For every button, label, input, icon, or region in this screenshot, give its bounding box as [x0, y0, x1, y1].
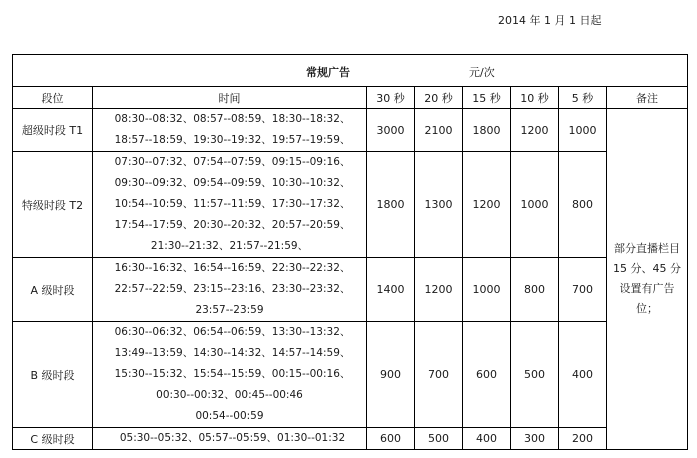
remark-line: 位； [636, 302, 658, 315]
header-15s: 15 秒 [463, 87, 511, 109]
price-10s: 1000 [511, 152, 559, 258]
time-slots [93, 428, 367, 450]
price-20s: 1200 [415, 258, 463, 322]
price-unit: 元/次 [469, 66, 495, 79]
price-30s: 1400 [367, 258, 415, 322]
table-row [13, 428, 688, 450]
remark-line: 设置有广告 [619, 282, 675, 295]
time-line: 17:54--17:59、20:30--20:32、20:57--20:59、 [114, 219, 351, 231]
table-title-row [13, 55, 688, 87]
price-5s: 800 [559, 152, 607, 258]
time-line: 13:49--13:59、14:30--14:32、14:57--14:59、 [114, 347, 351, 359]
price-20s: 1300 [415, 152, 463, 258]
price-5s: 700 [559, 258, 607, 322]
effective-date-note: 2014 年 1 月 1 日起 [498, 14, 602, 27]
time-line: 05:30--05:32、05:57--05:59、01:30--01:32 [119, 432, 346, 444]
segment-name: 超级时段 T1 [13, 109, 93, 152]
price-5s: 1000 [559, 109, 607, 152]
time-slots [93, 322, 367, 428]
price-15s: 1000 [463, 258, 511, 322]
price-10s: 500 [511, 322, 559, 428]
time-line: 16:30--16:32、16:54--16:59、22:30--22:32、 [114, 262, 351, 274]
time-line: 00:30--00:32、00:45--00:46 [156, 389, 303, 401]
price-30s: 900 [367, 322, 415, 428]
table-title: 常规广告 [306, 66, 350, 79]
price-10s: 800 [511, 258, 559, 322]
time-slots [93, 109, 367, 152]
time-line: 18:57--18:59、19:30--19:32、19:57--19:59、 [114, 134, 351, 146]
price-30s: 3000 [367, 109, 415, 152]
time-line: 07:30--07:32、07:54--07:59、09:15--09:16、 [114, 156, 351, 168]
time-line: 06:30--06:32、06:54--06:59、13:30--13:32、 [114, 326, 351, 338]
price-15s: 400 [463, 428, 511, 450]
price-20s: 700 [415, 322, 463, 428]
price-15s: 1800 [463, 109, 511, 152]
price-20s: 2100 [415, 109, 463, 152]
header-remark: 备注 [607, 87, 688, 109]
price-5s: 400 [559, 322, 607, 428]
time-line: 21:30--21:32、21:57--21:59、 [150, 240, 309, 252]
time-line: 10:54--10:59、11:57--11:59、17:30--17:32、 [114, 198, 351, 210]
header-segment: 段位 [13, 87, 93, 109]
header-10s: 10 秒 [511, 87, 559, 109]
remark-line: 15 分、45 分 [613, 262, 681, 275]
price-5s: 200 [559, 428, 607, 450]
remark-line: 部分直播栏目 [614, 242, 680, 255]
segment-name: B 级时段 [13, 322, 93, 428]
price-10s: 1200 [511, 109, 559, 152]
remark-cell [607, 109, 688, 450]
header-5s: 5 秒 [559, 87, 607, 109]
price-10s: 300 [511, 428, 559, 450]
time-line: 15:30--15:32、15:54--15:59、00:15--00:16、 [114, 368, 351, 380]
price-30s: 600 [367, 428, 415, 450]
price-30s: 1800 [367, 152, 415, 258]
table-row [13, 152, 688, 258]
table-row [13, 109, 688, 152]
header-30s: 30 秒 [367, 87, 415, 109]
time-line: 09:30--09:32、09:54--09:59、10:30--10:32、 [114, 177, 351, 189]
time-line: 08:30--08:32、08:57--08:59、18:30--18:32、 [114, 113, 351, 125]
ad-rate-table [12, 54, 688, 450]
time-line: 22:57--22:59、23:15--23:16、23:30--23:32、 [114, 283, 351, 295]
header-20s: 20 秒 [415, 87, 463, 109]
time-slots [93, 152, 367, 258]
time-line: 23:57--23:59 [195, 304, 264, 316]
segment-name: 特级时段 T2 [13, 152, 93, 258]
header-time: 时间 [93, 87, 367, 109]
price-15s: 1200 [463, 152, 511, 258]
segment-name: C 级时段 [13, 428, 93, 450]
time-slots [93, 258, 367, 322]
table-row [13, 258, 688, 322]
price-15s: 600 [463, 322, 511, 428]
table-row [13, 322, 688, 428]
time-line: 00:54--00:59 [195, 410, 264, 422]
price-20s: 500 [415, 428, 463, 450]
header-row [13, 87, 688, 109]
segment-name: A 级时段 [13, 258, 93, 322]
